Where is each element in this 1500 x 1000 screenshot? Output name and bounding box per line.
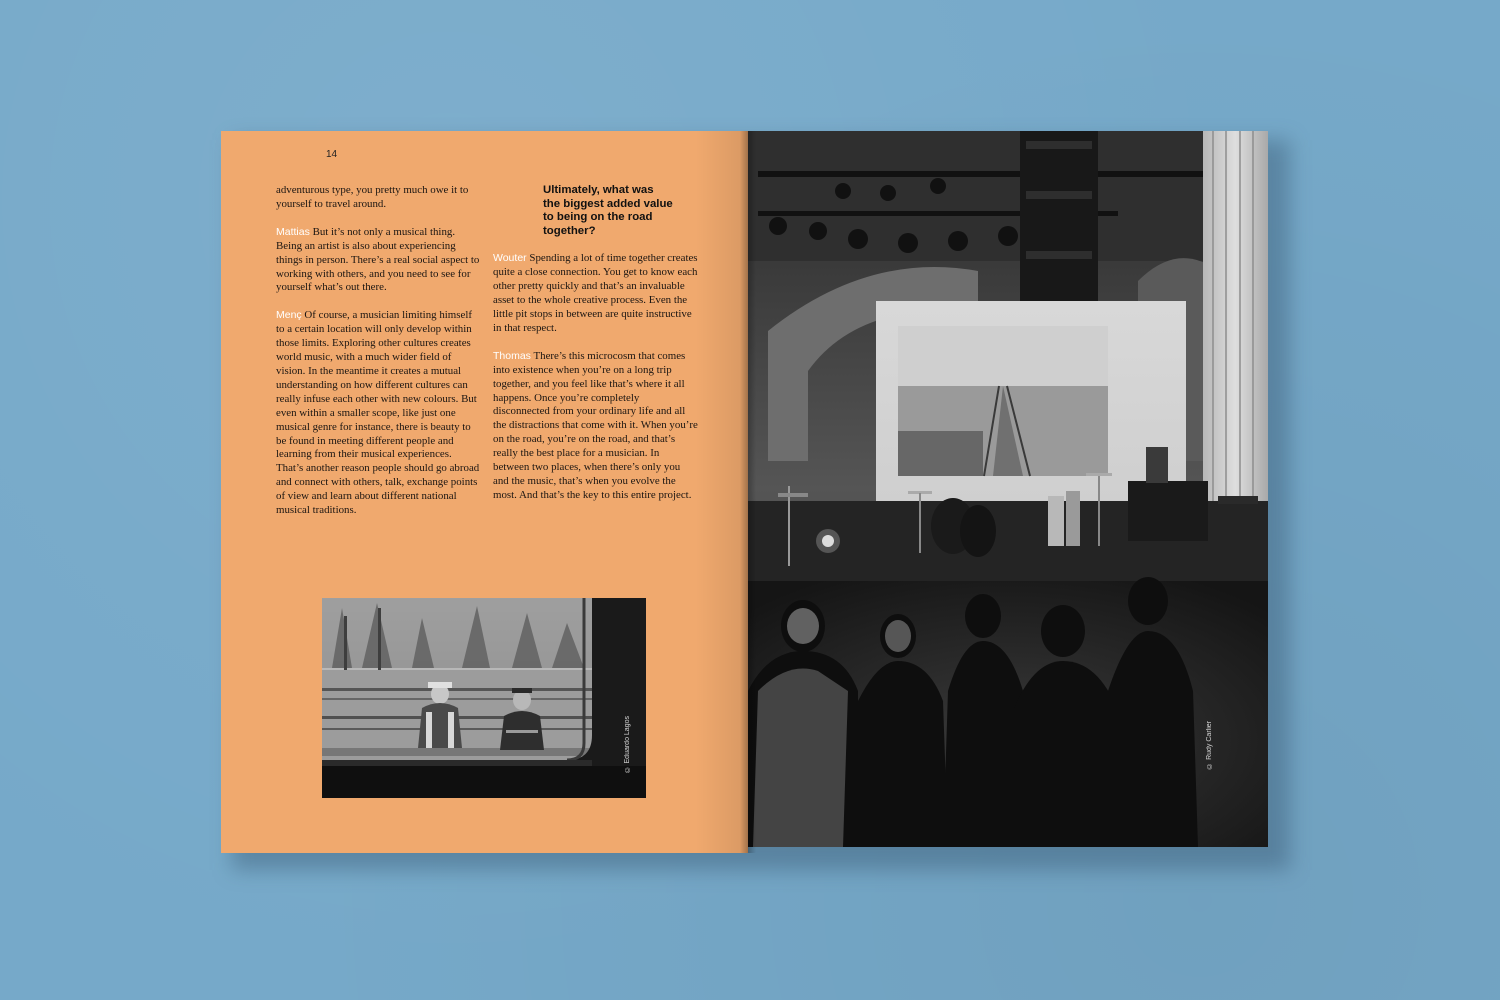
- paragraph: [493, 350, 698, 503]
- paragraph: [276, 309, 481, 518]
- photo-credit: © Eduardo Lagos: [624, 716, 631, 773]
- paragraph: [276, 184, 481, 212]
- left-page: [221, 131, 748, 853]
- paragraph-text: But it’s not only a musical thing. Being an artist is also about experiencing things in person. There’s a real social aspect to working with others, and you need to see for yourself what’s out there.: [276, 225, 480, 294]
- speaker-name: Thomas: [493, 349, 531, 362]
- paragraph-text: Spending a lot of time together creates quite a close connection. You get to know each other pretty quickly and that’s an invaluable asset to the whole creative process. Even the little pit stops in between are quite instructive in that respect.: [493, 252, 698, 334]
- left-text-column: [276, 184, 481, 532]
- right-page-photo: [748, 131, 1268, 847]
- spine-gutter: [740, 131, 756, 853]
- speaker-name: Mattias: [276, 225, 310, 238]
- train-window-photo: [322, 598, 646, 798]
- right-text-column: [493, 184, 698, 517]
- speaker-name: Wouter: [493, 252, 527, 265]
- train-window-image: [322, 598, 646, 798]
- interview-question: Ultimately, what was the biggest added value to being on the road together?: [543, 184, 673, 237]
- paragraph-text: adventurous type, you pretty much owe it to yourself to travel around.: [276, 184, 469, 210]
- paragraph-text: There’s this microcosm that comes into existence when you’re on a long trip together, and you feel like that’s where it all happens. Once you’re completely disconnected from your ordinary life and all the distractions that come with it. When you’re on the road, you’re on the road, and that’s really the best place for a musician. In between two places, when there’s only you and the music, that’s when you evolve the most. And that’s the key to this entire project.: [493, 349, 698, 501]
- paragraph: [493, 252, 698, 335]
- paragraph: [276, 226, 481, 296]
- paragraph-text: Of course, a musician limiting himself to a certain location will only develop within those limits. Exploring other cultures creates world music, with a much wider field of vision. In the meantime it creates a mutual understanding on how different cultures can really infuse each other with new colours. But even within a smaller scope, like just one musical genre for instance, there is beauty to be found in meeting different people and learning from their musical experiences. That’s another reason people should go abroad and connect with others, talk, exchange points of view and learn about different national musical traditions.: [276, 309, 480, 517]
- photo-credit: © Rudy Carlier: [1206, 721, 1213, 769]
- page-number: 14: [326, 149, 338, 160]
- speaker-name: Menç: [276, 309, 302, 322]
- concert-photo: [748, 131, 1268, 847]
